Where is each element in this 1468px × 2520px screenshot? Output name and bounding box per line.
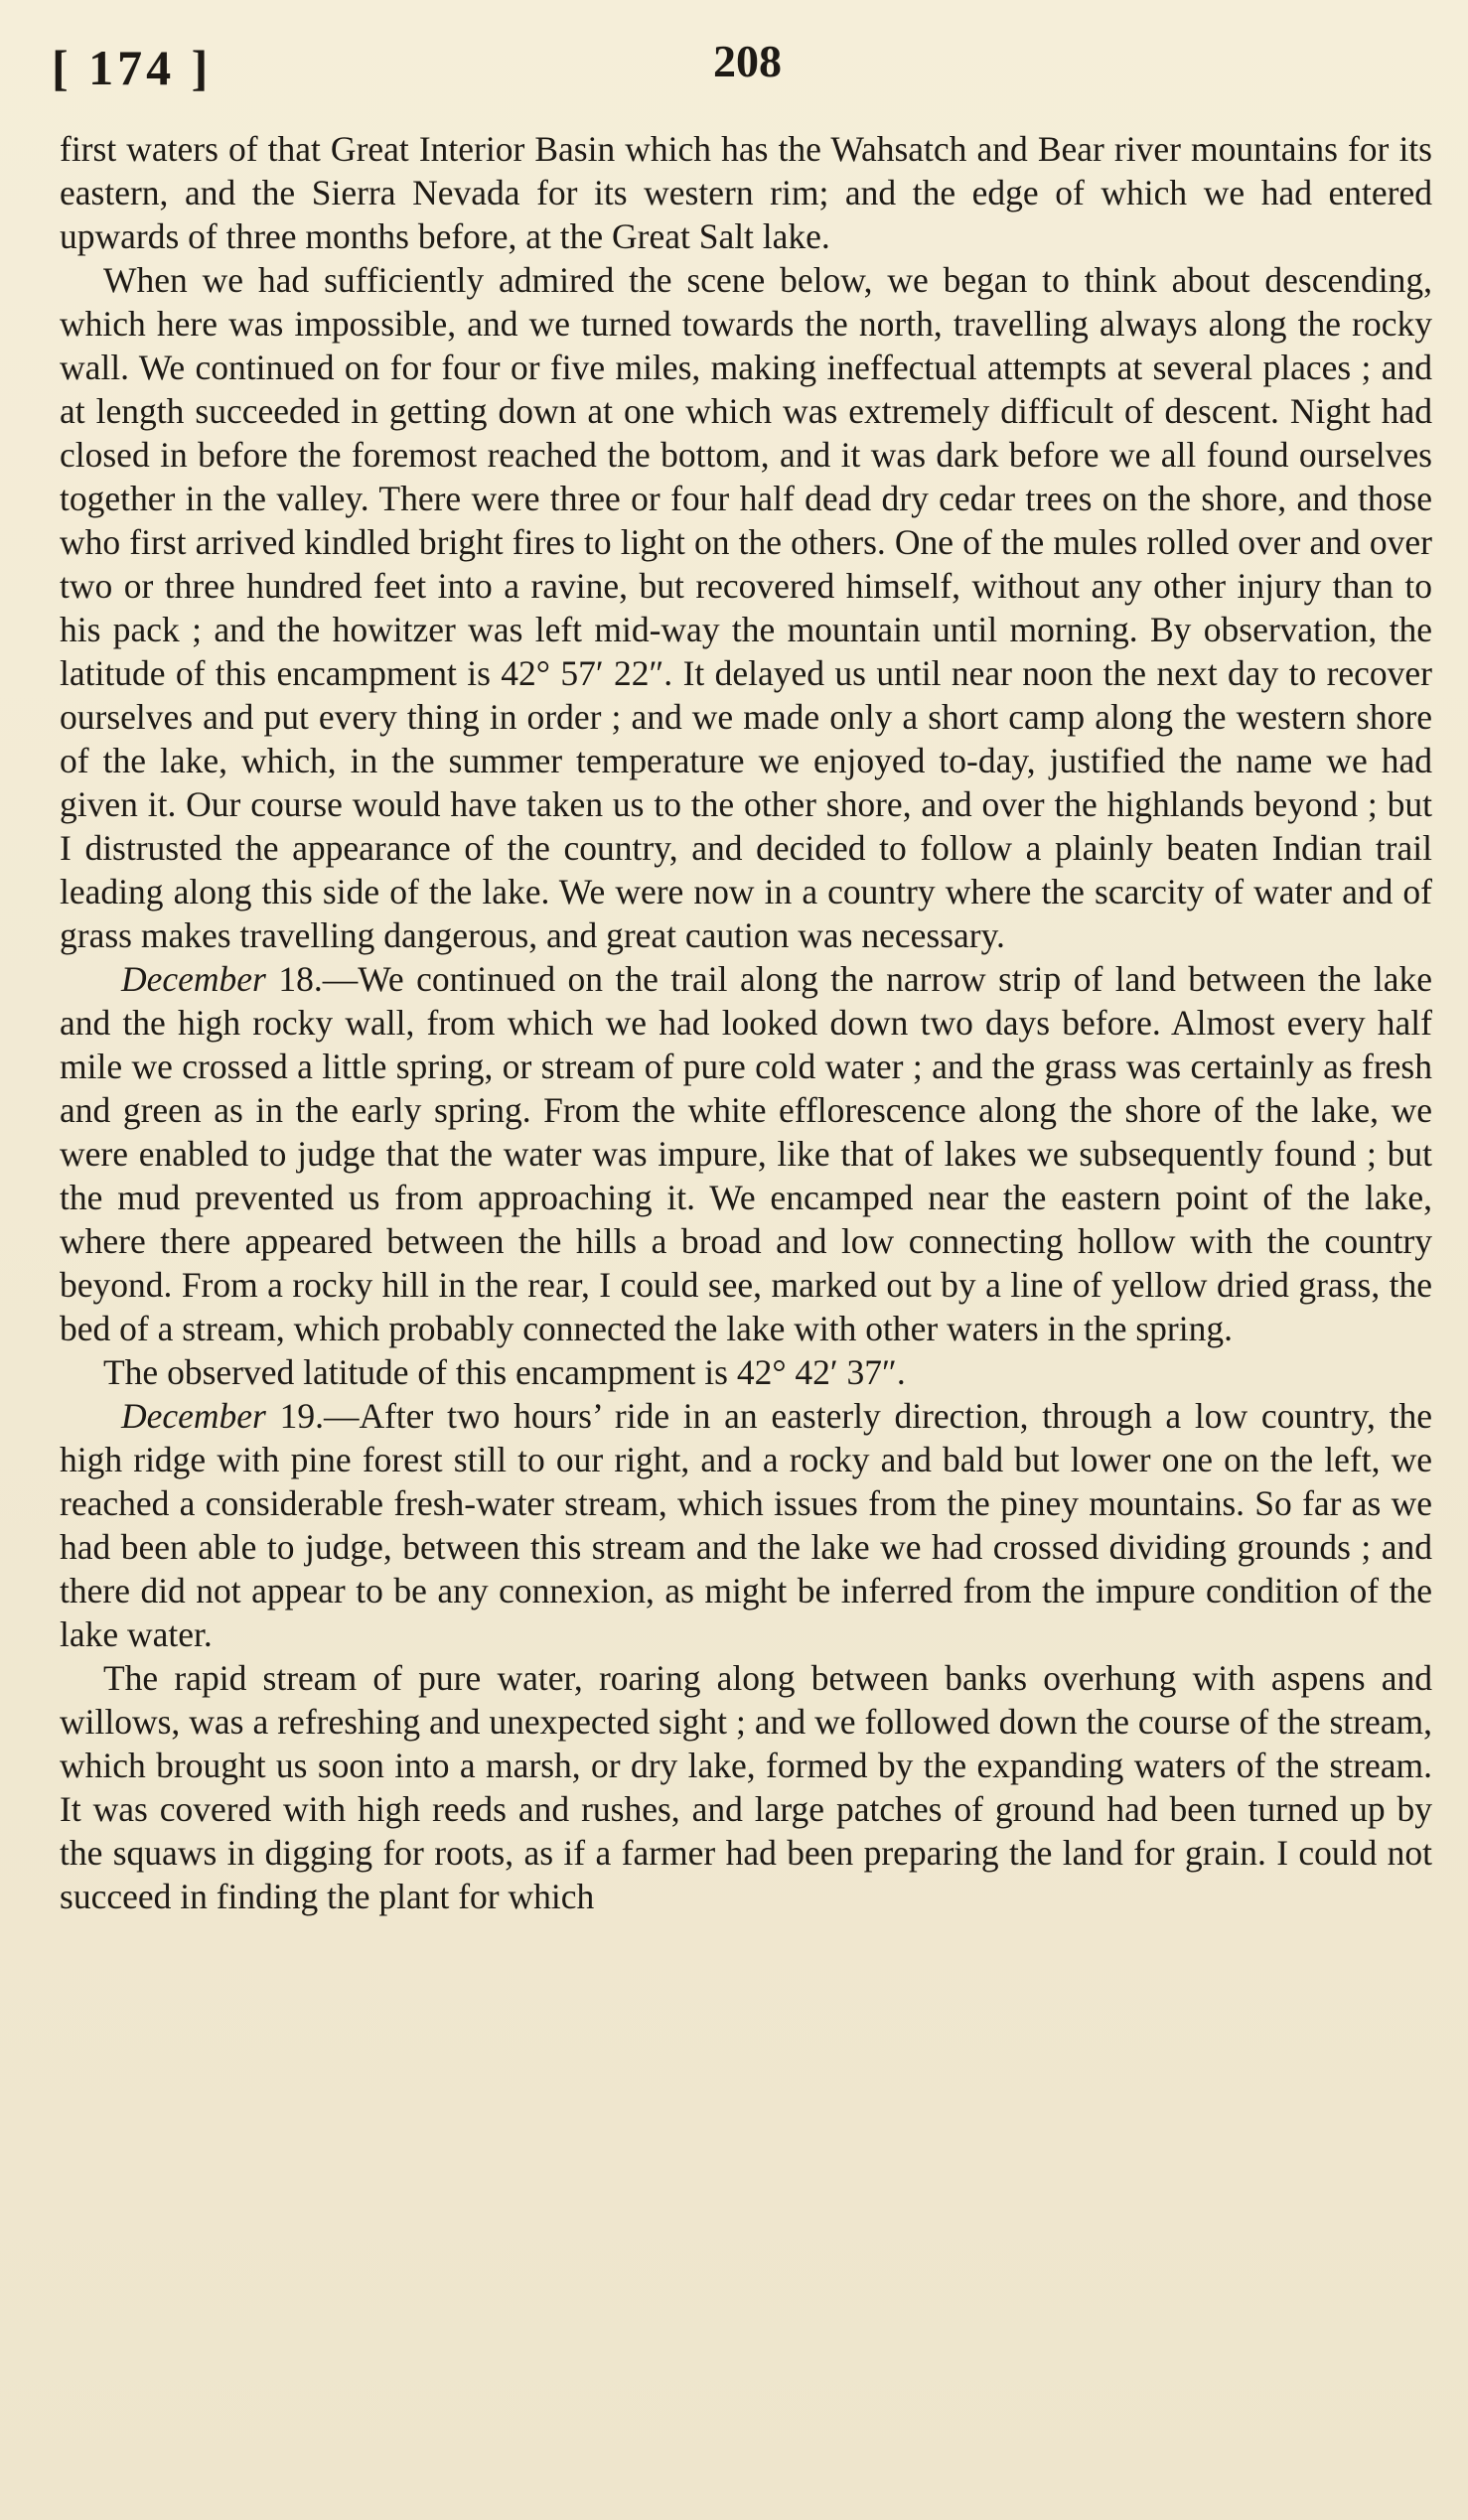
page-number: 208 xyxy=(713,36,782,86)
paragraph-6 xyxy=(60,1656,1432,1918)
paragraph-text: The rapid stream of pure water, roaring along between banks overhung with aspens and willows, was a refreshing and unexpected sight ; and we followed down the course of the stream, which brought us soon into a marsh, or dry lake, formed by the expanding waters of the stream. It was covered with high reeds and rushes, and large patches of ground had been turned up by the squaws in digging for roots, as if a farmer had been preparing the land for grain. I could not succeed in finding the plant for which xyxy=(60,1658,1432,1916)
paragraph-2 xyxy=(60,258,1432,957)
date-label: December xyxy=(121,959,266,999)
paragraph-text: When we had sufficiently admired the scene below, we began to think about descending, which here was impossible, and we turned towards the north, travelling always along the rocky wall. We continued on for four or five miles, making ineffectual attempts at several places ; and at length succeeded in getting down at one which was extremely difficult of descent. Night had closed in before the foremost reached the bottom, and it was dark before we all found ourselves together in the valley. There were three or four half dead dry cedar trees on the shore, and those who first arrived kindled bright fires to light on the others. One of the mules rolled over and over two or three hundred feet into a ravine, but recovered himself, without any other injury than to his pack ; and the howitzer was left mid-way the mountain until morning. By observation, the latitude of this encampment is 42° 57′ 22″. It delayed us until near noon the next day to recover ourselves and put every thing in order ; and we made only a short camp along the western shore of the lake, which, in the summer temperature we enjoyed to-day, justified the name we had given it. Our course would have taken us to the other shore, and over the highlands beyond ; but I distrusted the appearance of the country, and decided to follow a plainly beaten Indian trail leading along this side of the lake. We were now in a country where the scarcity of water and of grass makes travelling dangerous, and great caution was necessary. xyxy=(60,260,1432,955)
paragraph-december-18 xyxy=(60,957,1432,1350)
paragraph-december-19 xyxy=(60,1394,1432,1656)
bracketed-page-number: [ 174 ] xyxy=(52,40,213,95)
paragraph-text: 18.—We continued on the trail along the narrow strip of land between the lake and the high rocky wall, from which we had looked down two days before. Almost every half mile we crossed a little spring, or stream of pure cold water ; and the grass was certainly as fresh and green as in the early spring. From the white efflorescence along the shore of the lake, we were enabled to judge that the water was impure, like that of lakes we subsequently found ; but the mud prevented us from approaching it. We encamped near the eastern point of the lake, where there appeared between the hills a broad and low connecting hollow with the country beyond. From a rocky hill in the rear, I could see, marked out by a line of yellow dried grass, the bed of a stream, which probably connected the lake with other waters in the spring. xyxy=(60,959,1432,1348)
paragraph-latitude xyxy=(60,1350,1432,1394)
body-text xyxy=(60,127,1432,1918)
paragraph-text: 19.—After two hours’ ride in an easterly direction, through a low country, the high ridge with pine forest still to our right, and a rocky and bald but lower one on the left, we reached a considerable fresh-water stream, which issues from the piney mountains. So far as we had been able to judge, between this stream and the lake we had crossed dividing grounds ; and there did not appear to be any connexion, as might be inferred from the impure condition of the lake water. xyxy=(60,1396,1432,1654)
date-label: December xyxy=(121,1396,266,1436)
paragraph-1 xyxy=(60,127,1432,258)
paragraph-text: first waters of that Great Interior Basin which has the Wahsatch and Bear river mountains for its eastern, and the Sierra Nevada for its western rim; and the edge of which we had entered upwards of three months before, at the Great Salt lake. xyxy=(60,129,1432,256)
paragraph-text: The observed latitude of this encampment is 42° 42′ 37″. xyxy=(103,1352,906,1392)
page-header xyxy=(0,34,1468,103)
